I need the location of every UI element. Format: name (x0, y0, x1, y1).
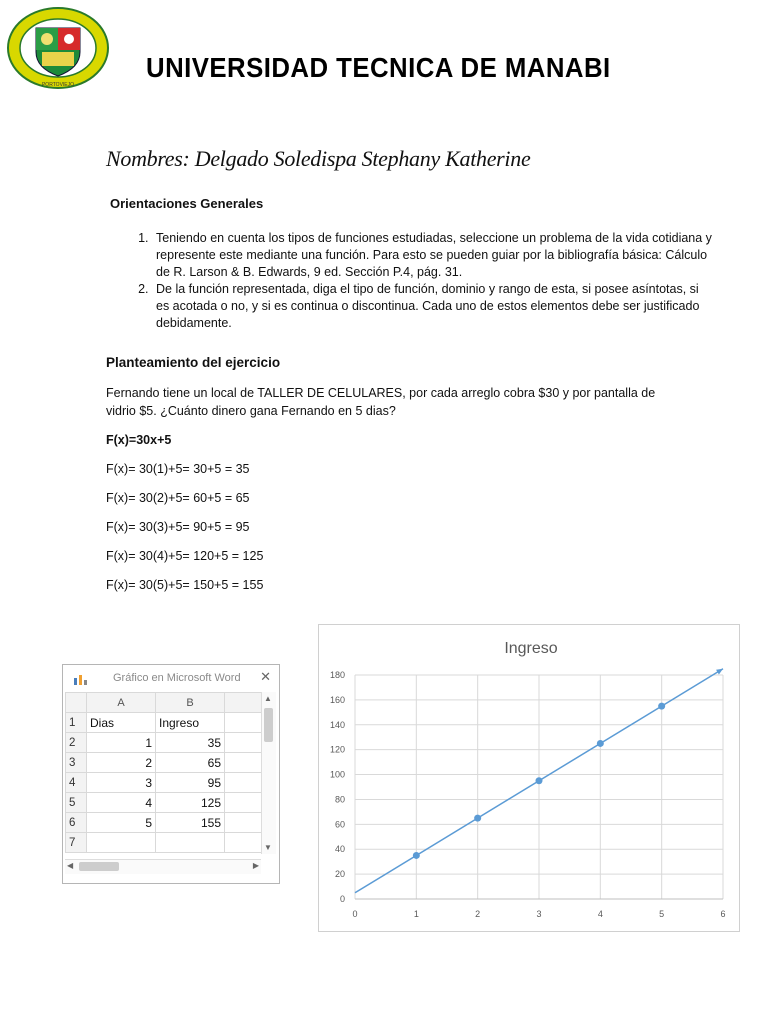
data-point (474, 815, 481, 822)
cell[interactable]: 1 (87, 733, 156, 753)
cell[interactable]: 65 (156, 753, 225, 773)
x-tick-label: 3 (536, 909, 542, 919)
chart-title: Ingreso (504, 640, 558, 657)
cell[interactable] (225, 753, 262, 773)
column-header-b[interactable]: B (156, 693, 225, 713)
chart-gridlines (355, 675, 723, 899)
column-header-a[interactable]: A (87, 693, 156, 713)
student-names: Nombres: Delgado Soledispa Stephany Katherine (106, 146, 531, 171)
y-tick-label: 40 (334, 844, 345, 855)
evaluation-line: F(x)= 30(4)+5= 120+5 = 125 (106, 549, 264, 563)
cell[interactable] (156, 833, 225, 853)
orientation-item-2: 2. De la función representada, diga el tipo de función, dominio y rango de esta, si posee asíntotas, si es acotada o no, y si es continua o discontinua. Cada uno de estos elementos debe ser justificado debidamente. (152, 281, 712, 332)
cell[interactable]: Ingreso (156, 713, 225, 733)
y-tick-label: 60 (334, 819, 345, 830)
chart-tick-labels (330, 670, 726, 919)
university-title: UNIVERSIDAD TECNICA DE MANABI (146, 52, 611, 83)
cell[interactable]: 95 (156, 773, 225, 793)
x-tick-label: 6 (720, 909, 726, 919)
sheet-grid (65, 692, 262, 853)
row-header[interactable]: 6 (66, 813, 87, 833)
cell[interactable] (225, 773, 262, 793)
row-header[interactable]: 5 (66, 793, 87, 813)
cell[interactable]: Dias (87, 713, 156, 733)
cell[interactable]: 155 (156, 813, 225, 833)
y-tick-label: 120 (329, 744, 345, 755)
y-tick-label: 20 (334, 869, 345, 880)
sheet-titlebar (63, 665, 279, 691)
x-tick-label: 2 (475, 909, 481, 919)
corner-cell[interactable] (66, 693, 87, 713)
cell[interactable] (225, 733, 262, 753)
scroll-left-icon[interactable]: ◀ (67, 861, 74, 870)
y-tick-label: 140 (329, 719, 345, 730)
evaluation-line: F(x)= 30(3)+5= 90+5 = 95 (106, 520, 250, 534)
x-tick-label: 4 (597, 909, 603, 919)
ingreso-chart (318, 624, 740, 932)
close-icon[interactable]: ✕ (260, 669, 271, 684)
row-header[interactable]: 2 (66, 733, 87, 753)
y-tick-label: 180 (329, 670, 345, 680)
exercise-heading: Planteamiento del ejercicio (106, 355, 281, 370)
y-tick-label: 160 (329, 694, 345, 705)
sheet-title: Gráfico en Microsoft Word (113, 672, 241, 684)
data-point (658, 703, 665, 710)
y-tick-label: 0 (339, 894, 345, 904)
cell[interactable] (225, 813, 262, 833)
cell[interactable]: 125 (156, 793, 225, 813)
evaluation-line: F(x)= 30(1)+5= 30+5 = 35 (106, 462, 250, 476)
cell[interactable] (225, 713, 262, 733)
x-tick-label: 0 (352, 909, 358, 919)
row-header[interactable]: 1 (66, 713, 87, 733)
y-tick-label: 80 (334, 794, 345, 805)
scroll-thumb[interactable] (79, 862, 119, 871)
university-seal (6, 6, 110, 90)
chart-icon (73, 673, 87, 685)
row-header[interactable]: 7 (66, 833, 87, 853)
cell[interactable] (225, 833, 262, 853)
orientation-item-1: 1. Teniendo en cuenta los tipos de funciones estudiadas, seleccione un problema de la vida cotidiana y represente este mediante una función. Para esto se pueden guiar por la bibliografía básica: Cálculo de R. Larson & B. Edwards, 9 ed. Sección P.4, pág. 31. (152, 230, 712, 281)
orientations-heading: Orientaciones Generales (110, 196, 264, 211)
data-point (413, 852, 420, 859)
evaluation-line: F(x)= 30(2)+5= 60+5 = 65 (106, 491, 250, 505)
x-tick-label: 5 (659, 909, 665, 919)
cell[interactable]: 4 (87, 793, 156, 813)
function-definition: F(x)=30x+5 (106, 433, 172, 447)
scroll-thumb[interactable] (264, 708, 273, 742)
column-header-empty[interactable] (225, 693, 262, 713)
svg-text:PORTOVIEJO: PORTOVIEJO (41, 82, 75, 88)
cell[interactable] (87, 833, 156, 853)
data-point (536, 777, 543, 784)
row-header[interactable]: 3 (66, 753, 87, 773)
orientations-list (108, 230, 712, 332)
cell[interactable]: 2 (87, 753, 156, 773)
vertical-scrollbar[interactable] (261, 692, 276, 854)
horizontal-scrollbar[interactable] (65, 859, 261, 874)
evaluation-line: F(x)= 30(5)+5= 150+5 = 155 (106, 578, 264, 592)
exercise-problem: Fernando tiene un local de TALLER DE CELULARES, por cada arreglo cobra $30 y por pantalla de vidrio $5. ¿Cuánto dinero gana Fernando en 5 dias? (106, 386, 656, 418)
data-point (597, 740, 604, 747)
scroll-down-icon[interactable]: ▼ (264, 843, 272, 852)
cell[interactable]: 35 (156, 733, 225, 753)
cell[interactable]: 5 (87, 813, 156, 833)
chart-data-sheet (62, 664, 280, 884)
scroll-right-icon[interactable]: ▶ (252, 861, 259, 870)
cell[interactable]: 3 (87, 773, 156, 793)
x-tick-label: 1 (413, 909, 419, 919)
y-tick-label: 100 (329, 769, 345, 780)
scroll-up-icon[interactable]: ▲ (264, 694, 272, 703)
row-header[interactable]: 4 (66, 773, 87, 793)
cell[interactable] (225, 793, 262, 813)
